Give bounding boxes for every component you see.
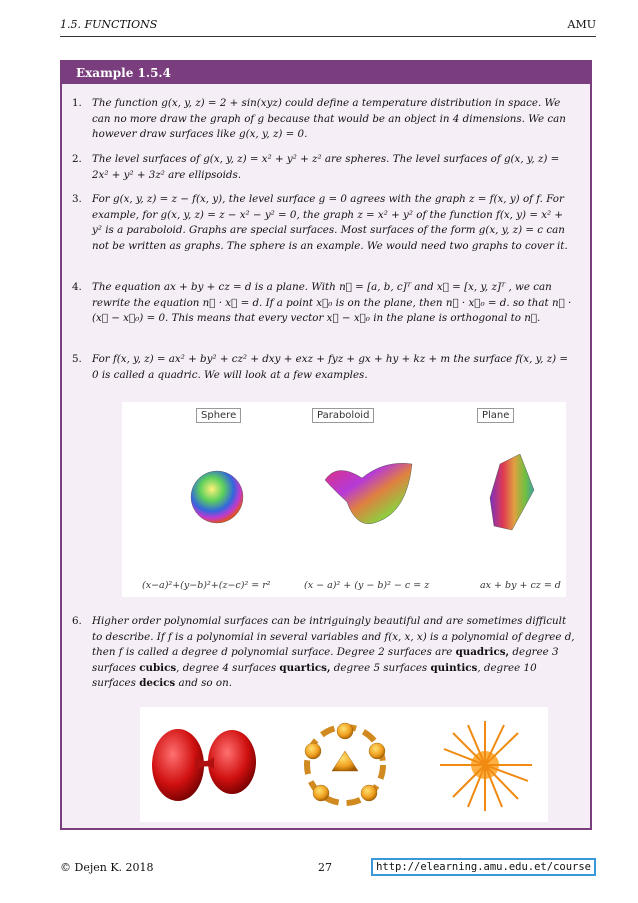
item-number: 6. <box>72 615 82 627</box>
sphere-equation: (x−a)²+(y−b)²+(z−c)² = r² <box>142 580 271 591</box>
quadrics-figure <box>122 402 566 597</box>
item-number: 3. <box>72 193 82 205</box>
red-cubic-surface <box>152 729 256 801</box>
page-footer <box>60 858 596 878</box>
item-text: , degree 10 surfaces <box>92 661 537 690</box>
item-text: , degree 4 surfaces <box>176 661 280 674</box>
polynomial-surfaces-figure <box>140 707 548 822</box>
list-item <box>72 192 576 254</box>
sphere-shape <box>191 471 243 523</box>
item-text: degree 3 surfaces <box>92 646 559 674</box>
list-item <box>72 352 576 383</box>
paraboloid-shape <box>325 463 412 524</box>
sphere-label: Sphere <box>196 408 241 423</box>
item-text: For f(x, y, z) = ax² + by² + cz² + dxy + exz + fyz + gx + hy + kz + m the surface f(x, y, z) = 0 is called a quadric. We will look at a few examples. <box>92 353 568 381</box>
list-item <box>72 614 576 692</box>
item-text: The function g(x, y, z) = 2 + sin(xyz) could define a temperature distribution in space. We can no more draw the graph of g because that would be an object in 4 dimensions. We can however draw surfaces like g(x, y, z) = 0. <box>92 97 566 141</box>
polynomial-graphics <box>140 707 548 822</box>
item-text: For g(x, y, z) = z − f(x, y), the level surface g = 0 agrees with the graph z = f(x, y) of f. For example, for g(x, y, z) = z − x² − y² = 0, the graph z = x² + y² of the function f(x, y) = x² + y² is a paraboloid. Graphs are special surfaces. Most surfaces of the form g(x, y, z) = c can not be written as graphs. The sphere is an example. We would need two graphs to cover it. <box>92 193 568 252</box>
item-text: degree 5 surfaces <box>330 661 431 674</box>
example-title: Example 1.5.4 <box>62 62 590 84</box>
list-item <box>72 280 576 327</box>
term-cubics: cubics <box>139 661 177 674</box>
term-quadrics: quadrics, <box>455 646 510 659</box>
plane-shape <box>490 454 534 530</box>
item-number: 2. <box>72 153 82 165</box>
quadrics-graphics <box>122 402 566 597</box>
item-number: 1. <box>72 97 82 109</box>
item-text: The level surfaces of g(x, y, z) = x² + y² + z² are spheres. The level surfaces of g(x, y, z) = 2x² + y² + 3z² are ellipsoids. <box>92 153 560 181</box>
list-item <box>72 152 576 183</box>
orange-quartic-surface <box>305 723 385 803</box>
item-number: 5. <box>72 353 82 365</box>
course-link[interactable]: http://elearning.amu.edu.et/course <box>371 858 596 876</box>
item-number: 4. <box>72 281 82 293</box>
term-quintics: quintics <box>430 661 478 674</box>
term-quartics: quartics, <box>279 661 331 674</box>
example-box <box>60 60 592 830</box>
spiky-decic-surface <box>440 721 532 811</box>
item-text: The equation ax + by + cz = d is a plane. With n⃗ = [a, b, c]ᵀ and x⃗ = [x, y, z]ᵀ , we can rewrite the equation n⃗ · x⃗ = d. If a point x⃗₀ is on the plane, then n⃗ · x⃗₀ = d. so that n⃗ · (x⃗ − x⃗₀) = 0. This means that every vector x⃗ − x⃗₀ in the plane is orthogonal to n⃗. <box>92 281 572 325</box>
item-text: Higher order polynomial surfaces can be intriguingly beautiful and are sometimes difficult to describe. If f is a polynomial in several variables and f(x, x, x) is a polynomial of degree d, then f is called a degree d polynomial surface. Degree 2 surfaces are <box>92 615 575 659</box>
item-text: and so on. <box>175 677 232 690</box>
list-item <box>72 96 576 143</box>
paraboloid-label: Paraboloid <box>312 408 374 423</box>
institution-label: AMU <box>567 18 596 31</box>
chapter-title: 1.5. FUNCTIONS <box>60 18 158 31</box>
page-header <box>60 14 596 37</box>
paraboloid-equation: (x − a)² + (y − b)² − c = z <box>304 580 430 591</box>
page-number: 27 <box>318 861 332 874</box>
term-decics: decics <box>139 677 176 690</box>
plane-label: Plane <box>477 408 514 423</box>
plane-equation: ax + by + cz = d <box>480 580 561 591</box>
copyright-text: © Dejen K. 2018 <box>60 861 154 874</box>
